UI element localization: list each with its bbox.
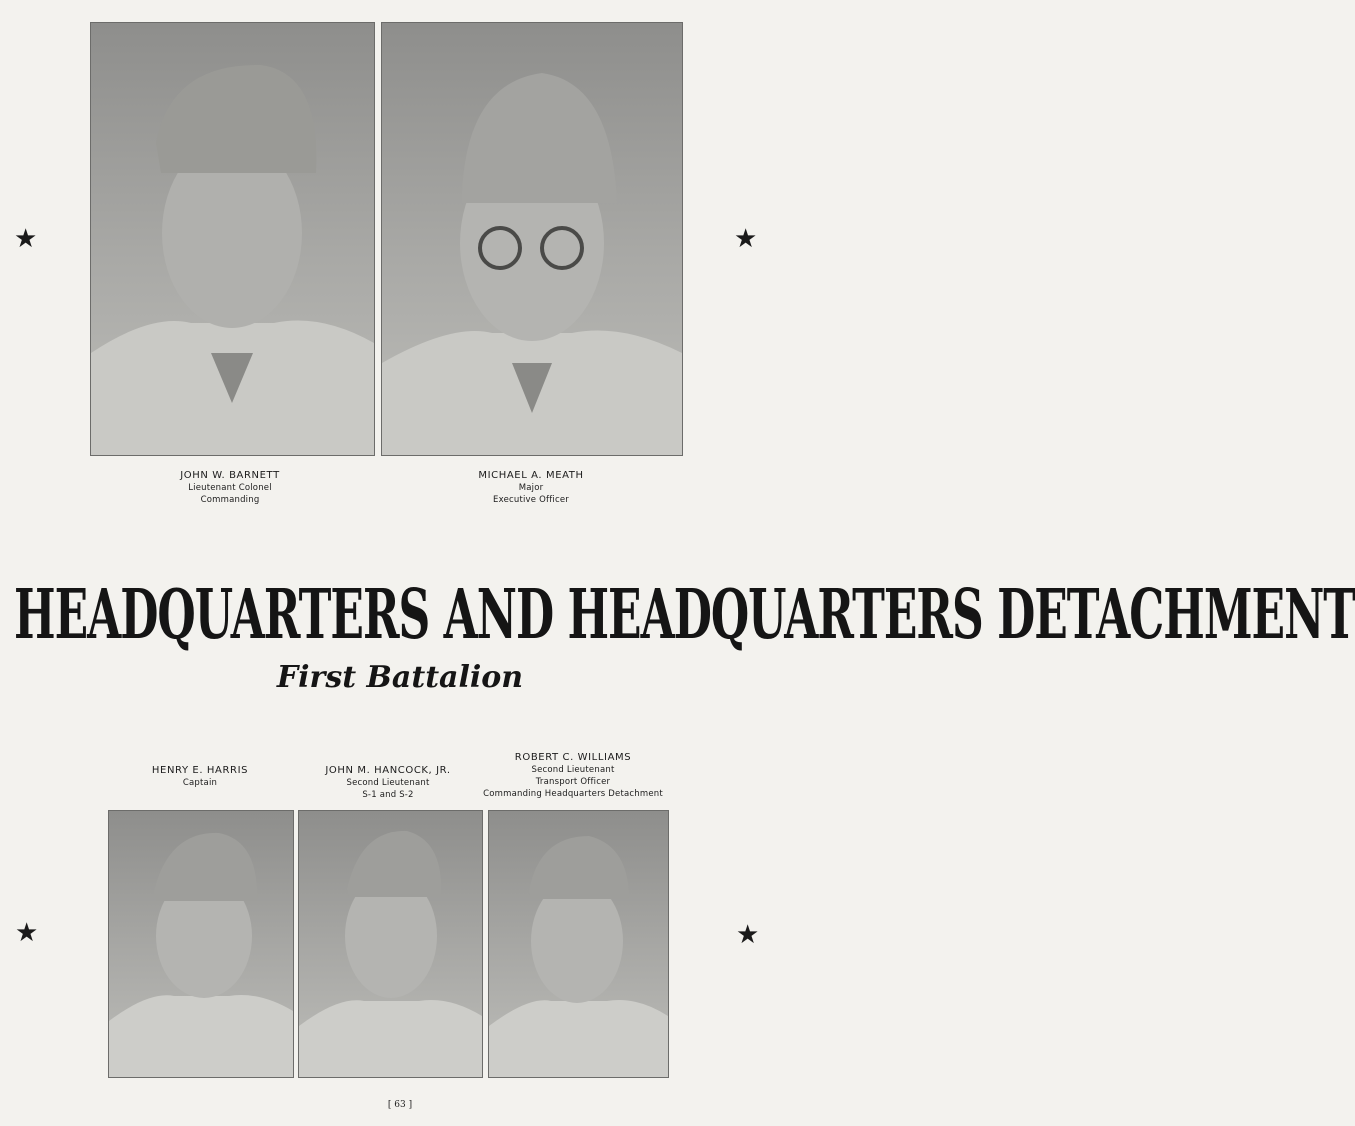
portrait-photo-hancock [298,810,483,1078]
officer-name: HENRY E. HARRIS [151,765,249,776]
officer-rank: Second Lieutenant [346,778,430,788]
officer-rank: Second Lieutenant [531,765,615,775]
portrait-silhouette [382,23,682,455]
caption-meath [431,469,631,506]
caption-williams [473,751,673,800]
portrait-silhouette [489,811,668,1077]
portrait-silhouette [299,811,482,1077]
officer-role: Commanding [200,495,260,505]
officer-name: JOHN W. BARNETT [180,470,280,481]
portrait-photo-meath [381,22,683,456]
officer-role: Transport Officer [535,777,611,787]
caption-hancock [288,764,488,801]
page-number: [ 63 ] [387,1100,413,1110]
officer-role: Commanding Headquarters Detachment [483,789,663,799]
star-icon: ★ [734,224,758,254]
star-icon: ★ [14,224,38,254]
officer-rank: Lieutenant Colonel [188,483,272,493]
portrait-silhouette [91,23,374,455]
page-subtitle: First Battalion [276,660,524,695]
officer-role: S-1 and S-2 [362,790,414,800]
officer-rank: Major [518,483,544,493]
page-title: HEADQUARTERS AND HEADQUARTERS DETACHMENT [14,576,1355,656]
officer-name: JOHN M. HANCOCK, JR. [325,765,451,776]
portrait-photo-barnett [90,22,375,456]
star-icon: ★ [15,918,39,948]
caption-barnett [130,469,330,506]
officer-name: ROBERT C. WILLIAMS [514,752,632,763]
officer-role: Executive Officer [493,495,569,505]
portrait-silhouette [109,811,293,1077]
portrait-photo-williams [488,810,669,1078]
portrait-photo-harris [108,810,294,1078]
star-icon: ★ [736,920,760,950]
officer-rank: Captain [182,778,218,788]
caption-harris [100,764,300,789]
officer-name: MICHAEL A. MEATH [478,470,584,481]
